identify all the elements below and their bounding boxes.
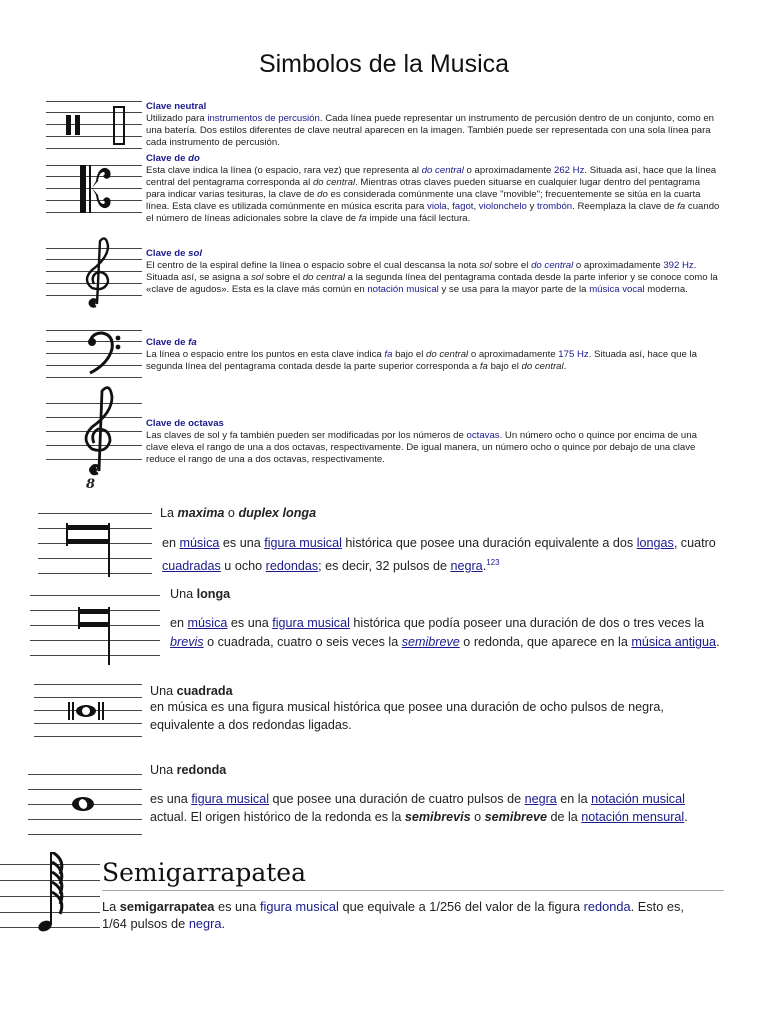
link-negra[interactable]: negra — [524, 792, 557, 806]
footnote-ref[interactable]: 123 — [486, 558, 500, 567]
link-instrumentos-percusion[interactable]: instrumentos de percusión — [207, 113, 320, 124]
link-175-hz[interactable]: 175 Hz — [558, 349, 589, 360]
clave-octavas-title: Clave de octavas — [146, 418, 224, 429]
clave-do-title: Clave de do — [146, 153, 200, 164]
clave-neutral-title: Clave neutral — [146, 101, 207, 112]
longa-heading: Una longa — [170, 587, 231, 601]
link-fa[interactable]: fa — [384, 349, 393, 360]
bass-clef-staff — [46, 330, 142, 378]
alto-clef-staff — [46, 165, 142, 213]
redonda-heading: Una redonda — [150, 763, 227, 777]
redonda-description: es una figura musical que posee una duración de cuatro pulsos de negra en la notación musical actual. El origen histórico de la redonda es la semibrevis o semibreve de la notación mensural. — [150, 792, 688, 824]
link-figura-musical[interactable]: figura musical — [272, 616, 350, 630]
octave-clef-staff — [46, 403, 142, 492]
semigarrapatea-title: Semigarrapatea — [102, 858, 306, 887]
link-musica-antigua[interactable]: música antigua — [631, 635, 717, 649]
link-do-central[interactable]: do central — [531, 260, 574, 271]
link-do-central[interactable]: do central — [421, 165, 464, 176]
link-fagot[interactable]: fagot — [452, 201, 474, 212]
clave-sol-title: Clave de sol — [146, 248, 203, 259]
link-brevis[interactable]: brevis — [170, 635, 204, 649]
link-viola[interactable]: viola — [427, 201, 447, 212]
clave-neutral-block: Clave neutral Utilizado para instrumentos de percusión. Cada línea puede representar un instrumento de percusión dentro de un conjunto, como en una batería. Dos estilos diferentes de clave neutral aparecen en la imagen. También puede ser representada con una sola línea para cada instrumento de percusión. — [146, 101, 718, 149]
whole-note-icon — [28, 774, 142, 836]
redonda-staff — [28, 774, 142, 836]
link-violonchelo[interactable]: violonchelo — [478, 201, 527, 212]
treble-clef-staff — [46, 248, 142, 296]
link-redondas[interactable]: redondas — [265, 559, 319, 574]
maxima-heading: La maxima o duplex longa — [160, 506, 317, 520]
link-262-hz[interactable]: 262 Hz — [553, 165, 585, 176]
link-negra[interactable]: negra — [188, 916, 222, 931]
clave-do-block: Clave de do Esta clave indica la línea (o espacio, rara vez) que representa al do central o aproximadamente 262 Hz. Situada así, hace que la línea central del pentagrama corresponda al do central. Mientras otras claves pueden situarse en cualquier lugar dentro del pentagrama para indicar varias tesituras, la clave de do es considerada comúnmente una clave "movible"; frecuentemente se sitúa en la cuarta línea. Esta clave es utilizada comúnmente en música escrita para viola, fagot, violonchelo y trombón. Reemplaza la clave de fa cuando el número de líneas adicionales sobre la clave de fa impide una fácil lectura. — [146, 153, 720, 224]
neutral-clef-staff — [46, 101, 142, 149]
link-392-hz[interactable]: 392 Hz — [663, 260, 694, 271]
link-figura-musical[interactable]: figura musical — [191, 792, 270, 806]
clave-sol-block: Clave de sol El centro de la espiral define la línea o espacio sobre el cual descansa la nota sol sobre el do central o aproximadamente 392 Hz. Situada así, se asigna a sol sobre el do central a la segunda línea del pentagrama contada desde la parte inferior y se conoce como la «clave de agudos». Esta es la clave más común en notación musical y se usa para la mayor parte de la música vocal moderna. — [146, 248, 718, 295]
clave-fa-block: Clave de fa La línea o espacio entre los puntos en esta clave indica fa bajo el do central o aproximadamente 175 Hz. Situada así, hace que la segunda línea del pentagrama contada desde la parte superior corresponda a fa bajo el do central. — [146, 337, 718, 373]
link-cuadradas[interactable]: cuadradas — [162, 559, 221, 574]
link-negra[interactable]: negra — [450, 559, 483, 574]
link-musica-vocal[interactable]: música vocal — [589, 284, 645, 295]
link-trombon[interactable]: trombón — [536, 201, 573, 212]
longa-staff — [30, 595, 160, 659]
octave-number: 8 — [86, 477, 96, 492]
maxima-note-icon — [38, 513, 152, 577]
link-notacion-musical[interactable]: notación musical — [367, 284, 439, 295]
link-figura-musical[interactable]: figura musical — [264, 536, 342, 550]
breve-note-icon — [34, 684, 142, 738]
cuadrada-description: en música es una figura musical histórica que posee una duración de ocho pulsos de negra, equivalente a dos redondas ligadas. — [150, 700, 664, 732]
alto-clef-icon — [46, 164, 142, 214]
page-title: Simbolos de la Musica — [258, 50, 510, 78]
link-musica[interactable]: música — [187, 616, 228, 630]
semigarrapatea-note-icon — [0, 852, 100, 932]
cuadrada-heading: Una cuadrada — [150, 684, 233, 698]
treble-clef-icon — [46, 236, 142, 316]
section-divider — [102, 890, 724, 891]
maxima-staff — [38, 513, 152, 575]
link-redonda[interactable]: redonda — [583, 899, 631, 914]
longa-note-icon — [30, 595, 160, 667]
semigarrapatea-staff — [0, 864, 100, 928]
neutral-clef-icon — [46, 101, 142, 149]
link-octavas[interactable]: octavas — [466, 430, 500, 441]
bass-clef-icon — [46, 330, 142, 378]
link-semibreve[interactable]: semibreve — [401, 635, 460, 649]
link-figura-musical[interactable]: figura musical — [259, 899, 339, 914]
cuadrada-staff — [34, 684, 142, 738]
longa-description: en música es una figura musical histórica que podía poseer una duración de dos o tres veces la brevis o cuadrada, cuatro o seis veces la semibreve o redonda, que aparece en la música antigua. — [170, 616, 720, 649]
maxima-description: en música es una figura musical histórica que posee una duración equivalente a dos longas, cuatro cuadradas u ocho redondas; es decir, 32 pulsos de negra.$^{123}$ — [162, 536, 716, 574]
link-notacion-musical[interactable]: notación musical — [591, 792, 685, 806]
link-notacion-mensural[interactable]: notación mensural — [581, 809, 685, 824]
clave-fa-title: Clave de fa — [146, 337, 197, 348]
semigarrapatea-description: La semigarrapatea es una figura musical que equivale a 1/256 del valor de la figura redonda. Esto es, 1/64 pulsos de negra. — [102, 899, 684, 931]
clave-octavas-block: Clave de octavas Las claves de sol y fa también pueden ser modificadas por los números de octavas. Un número ocho o quince por encima de una clave eleva el rango de una a dos octavas, respectivamente. De igual manera, un número ocho o quince por debajo de una clave reduce el rango de una a dos octavas, respectivamente. — [146, 418, 718, 466]
link-musica[interactable]: música — [179, 536, 220, 550]
link-longas[interactable]: longas — [636, 536, 674, 550]
